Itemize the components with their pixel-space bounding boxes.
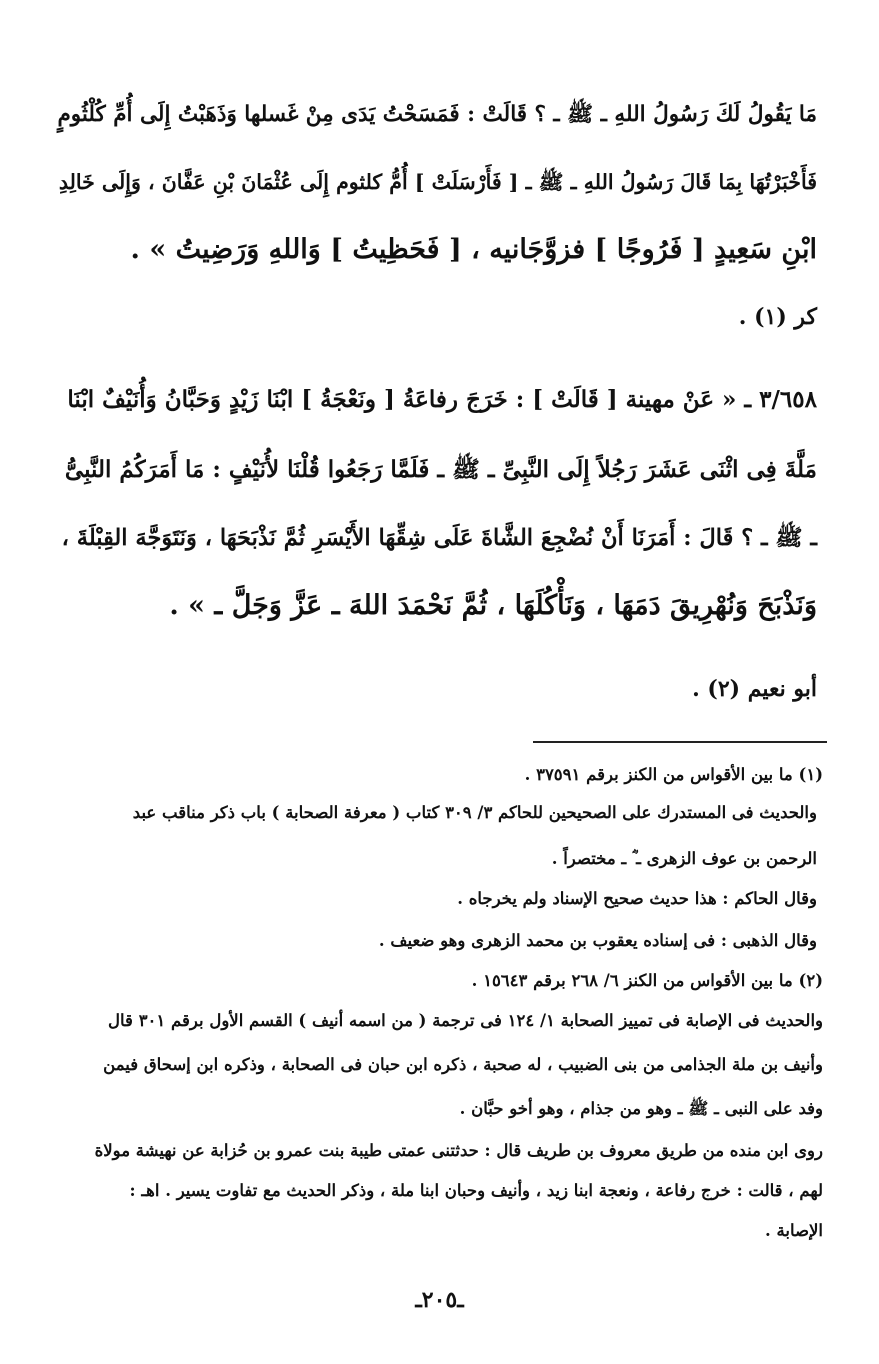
hadith-658-line-4: وَنَذْبَحَ وَنُهْرِيقَ دَمَهَا ، وَنَأْكُلَهَا ، ثُمَّ نَحْمَدَ اللهَ ـ عَزَّ وَجَلَّ ـ » . — [169, 590, 817, 621]
main-text-line-3: ابْنِ سَعِيدٍ [ فَرُوجًا ] فزوَّجَانيه ، [ فَحَظِيتُ ] وَاللهِ وَرَضِيتُ » . — [130, 234, 817, 265]
footnote-1-line-3: وقال الحاكم : هذا حديث صحيح الإسناد ولم يخرجاه . — [457, 889, 817, 908]
footnote-separator — [533, 741, 827, 743]
footnote-2-line-6: الإصابة . — [765, 1221, 823, 1240]
hadith-658-line-2: مَلَّةَ فِى اثْنَى عَشَرَ رَجُلاً إِلَى النَّبِىِّ ـ ﷺ ـ فَلَمَّا رَجَعُوا قُلْنَا لأُنَيْفٍ : مَا أَمَرَكُمُ النَّبِىُّ — [64, 456, 817, 483]
hadith-658-line-3: ـ ﷺ ـ ؟ قَالَ : أَمَرَنَا أَنْ نُضْجِعَ الشَّاةَ عَلَى شِقِّهَا الأَيْسَرِ ثُمَّ نَذْبَحَهَا ، وَنَتَوَجَّهَ القِبْلَةَ ، — [61, 525, 817, 551]
source-reference-abu-nuaym: أبو نعيم (٢) . — [692, 676, 817, 702]
footnote-2-line-3: وفد على النبى ـ ﷺ ـ وهو من جذام ، وهو أخو حبَّان . — [459, 1099, 823, 1118]
page-number: ـ٢٠٥ـ — [415, 1287, 464, 1313]
footnote-2-line-4: روى ابن منده من طريق معروف بن طريف قال : حدثتنى عمتى طيبة بنت عمرو بن حُزابة عن نهيشة مولاة — [94, 1141, 823, 1160]
footnote-2-line-5: لهم ، قالت : خرج رفاعة ، ونعجة ابنا زيد ، وأنيف وحبان ابنا ملة ، وذكر الحديث مع تفاوت يسير . اهـ : — [129, 1181, 823, 1200]
footnote-1-line-4: وقال الذهبى : فى إسناده يعقوب بن محمد الزهرى وهو ضعيف . — [378, 931, 817, 950]
footnote-2-line-2: وأنيف بن ملة الجذامى من بنى الضبيب ، له صحبة ، ذكره ابن حبان فى الصحابة ، وذكره ابن إسحاق فيمن — [103, 1055, 823, 1074]
footnote-2-line-1: والحديث فى الإصابة فى تمييز الصحابة ١/ ١٢٤ فى ترجمة ( من اسمه أنيف ) القسم الأول برقم ٣٠١ قال — [108, 1011, 823, 1030]
footnote-1-line-2: الرحمن بن عوف الزهرى ـ ؓ ـ مختصراً . — [551, 849, 817, 868]
footnote-1-heading: (١) ما بين الأقواس من الكنز برقم ٣٧٥٩١ . — [524, 765, 823, 784]
main-text-line-1: مَا يَقُولُ لَكَ رَسُولُ اللهِ ـ ﷺ ـ ؟ قَالَتْ : فَمَسَحْتُ يَدَى مِنْ غَسلها وَذَهَبْتُ إِلَى أُمِّ كُلْثُومٍ — [57, 102, 817, 127]
footnote-2-heading: (٢) ما بين الأقواس من الكنز ٦/ ٢٦٨ برقم ١٥٦٤٣ . — [471, 971, 823, 990]
main-text-line-2: فَأَخْبَرْتُهَا بِمَا قَالَ رَسُولُ اللهِ ـ ﷺ ـ [ فَأَرْسَلَتْ ] أُمُّ كلثوم إِلَى عُثْمَانَ بْنِ عَفَّانَ ، وَإِلَى خَالِدِ — [58, 170, 817, 194]
hadith-658-line-1: ٣/٦٥٨ ـ « عَنْ مهينة [ قَالَتْ ] : خَرَجَ رفاعَةُ [ ونَعْجَةُ ] ابْنَا زَيْدٍ وَحَبَّانُ وَأُنَيْفٌ ابْنَا — [67, 386, 817, 413]
source-reference-kr: كر (١) . — [738, 304, 817, 330]
footnote-1-line-1: والحديث فى المستدرك على الصحيحين للحاكم ٣/ ٣٠٩ كتاب ( معرفة الصحابة ) باب ذكر مناقب عبد — [132, 803, 817, 822]
